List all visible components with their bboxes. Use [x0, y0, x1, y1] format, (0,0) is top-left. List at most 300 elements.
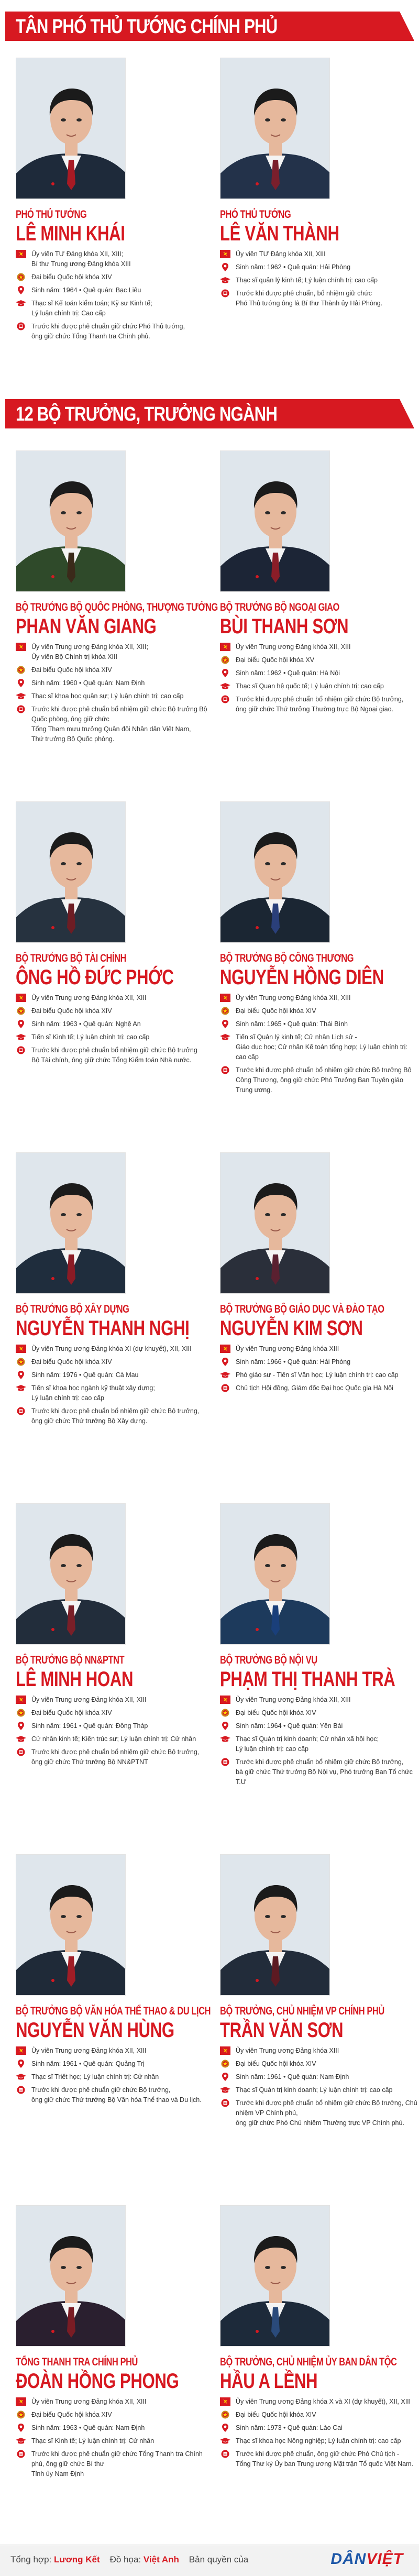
fact-item [16, 1344, 215, 1354]
official-facts [16, 249, 215, 342]
location-pin-icon [16, 2060, 26, 2068]
fact-item [220, 1734, 419, 1754]
official-facts [16, 2397, 215, 2479]
fact-text: Sinh năm: 1961 • Quê quán: Nam Định [236, 2073, 349, 2080]
fact-item [220, 2449, 419, 2469]
fact-item [16, 2059, 215, 2069]
fact-item [220, 1065, 419, 1095]
fact-item [220, 2423, 419, 2433]
fact-text: Đại biểu Quốc hội khóa XIV [31, 666, 112, 674]
fact-text: Thạc sĩ Kế toán kiểm toán; Kỹ sư Kinh tế; [31, 300, 152, 307]
fact-text: Trước khi được phê chuẩn bổ nhiệm giữ chức Bộ trưởng, Chủ nhiệm VP Chính phủ, [236, 2099, 417, 2117]
fact-item [220, 993, 419, 1003]
fact-text: Sinh năm: 1962 • Quê quán: Hải Phòng [236, 263, 351, 271]
fact-item [220, 2085, 419, 2095]
party-flag-icon [220, 2046, 230, 2055]
party-flag-icon [220, 994, 230, 1002]
official-role: PHÓ THỦ TƯỚNG [220, 208, 291, 221]
official-portrait [16, 58, 126, 199]
footer-content-label: Tổng hợp: [10, 2555, 52, 2564]
document-icon [16, 322, 26, 331]
official-facts [220, 249, 419, 309]
official-name: LÊ MINH KHÁI [16, 222, 125, 245]
fact-item [16, 665, 215, 675]
fact-text: Sinh năm: 1964 • Quê quán: Yên Bái [236, 1722, 343, 1730]
fact-item [16, 1357, 215, 1367]
fact-item [16, 249, 215, 269]
section-banner [0, 0, 419, 50]
official-card [220, 1854, 419, 2131]
fact-text: Sinh năm: 1961 • Quê quán: Đồng Tháp [31, 1722, 148, 1730]
fact-text: Cử nhân kinh tế; Kiến trúc sư; Lý luận chính trị: Cử nhân [31, 1735, 196, 1743]
education-cap-icon [220, 682, 230, 690]
location-pin-icon [16, 1371, 26, 1379]
fact-item [220, 1032, 419, 1062]
official-portrait [16, 1152, 126, 1294]
official-role: PHÓ THỦ TƯỚNG [16, 208, 87, 221]
fact-text: Trước khi được phê chuẩn bổ nhiệm giữ chức Bộ trưởng, [31, 1748, 200, 1756]
document-icon [16, 1046, 26, 1054]
fact-text: Thạc sĩ Triết học; Lý luận chính trị: Cử nhân [31, 2073, 159, 2080]
party-flag-icon [16, 1696, 26, 1704]
official-name: NGUYỄN HỒNG DIÊN [220, 966, 384, 989]
fact-text: Ủy viên TƯ Đảng khóa XII, XIII [236, 250, 326, 258]
fact-text: Trước khi được phê chuẩn giữ chức Tổng Thanh tra Chính phủ, ông giữ chức Bí thư [31, 2450, 203, 2468]
party-flag-icon [16, 250, 26, 258]
official-facts [220, 1695, 419, 1787]
fact-item [220, 249, 419, 259]
fact-item [16, 678, 215, 688]
fact-text: Tổng Thư ký Ủy ban Trung ương Mặt trận Tổ quốc Việt Nam. [236, 2460, 413, 2468]
fact-text: Đại biểu Quốc hội khóa XIV [236, 2411, 316, 2418]
official-facts [16, 642, 215, 744]
fact-item [220, 1721, 419, 1731]
document-icon [220, 2099, 230, 2107]
official-role: BỘ TRƯỞNG BỘ XÂY DỰNG [16, 1303, 129, 1315]
official-portrait [220, 450, 330, 592]
fact-text: Trước khi được phê chuẩn giữ chức Phó Thủ tướng, [31, 323, 185, 330]
party-flag-icon [220, 1696, 230, 1704]
fact-text: Thạc sĩ Kinh tế; Lý luận chính trị: Cử nhân [31, 2437, 155, 2445]
national-emblem-icon [16, 1007, 26, 1015]
official-portrait [16, 801, 126, 943]
official-card [16, 801, 215, 1069]
official-card [220, 2205, 419, 2472]
fact-item [16, 2423, 215, 2433]
location-pin-icon [220, 2424, 230, 2432]
party-flag-icon [220, 250, 230, 258]
fact-item [220, 2072, 419, 2082]
fact-text: Sinh năm: 1973 • Quê quán: Lào Cai [236, 2424, 343, 2431]
education-cap-icon [220, 1033, 230, 1041]
fact-item [16, 299, 215, 318]
official-name: PHẠM THỊ THANH TRÀ [220, 1668, 395, 1691]
fact-text: Trước khi được phê chuẩn giữ chức Bộ trưởng, [31, 2086, 171, 2094]
official-role: BỘ TRƯỞNG BỘ NỘI VỤ [220, 1654, 317, 1666]
national-emblem-icon [16, 1709, 26, 1717]
fact-text: Trước khi được phê chuẩn bổ nhiệm giữ chức Bộ trưởng Bộ [236, 1066, 412, 1074]
official-role: BỘ TRƯỞNG BỘ NN&PTNT [16, 1654, 125, 1666]
fact-text: Đại biểu Quốc hội khóa XIV [31, 1358, 112, 1366]
fact-item [16, 285, 215, 295]
fact-item [220, 2046, 419, 2056]
fact-text: Đại biểu Quốc hội khóa XIV [31, 1709, 112, 1716]
official-card [16, 1152, 215, 1429]
fact-item [220, 642, 419, 652]
official-card [16, 1854, 215, 2108]
official-portrait [16, 1503, 126, 1645]
official-role: BỘ TRƯỞNG BỘ GIÁO DỤC VÀ ĐÀO TẠO [220, 1303, 384, 1315]
location-pin-icon [220, 263, 230, 271]
fact-text: Ủy viên Trung ương Đảng khóa XII, XIII [31, 994, 147, 1001]
fact-text: Bí thư Trung ương Đảng khóa XIII [31, 260, 131, 268]
official-facts [16, 1344, 215, 1426]
fact-item [220, 1019, 419, 1029]
official-portrait [220, 1152, 330, 1294]
fact-item [16, 1708, 215, 1718]
fact-item [220, 1370, 419, 1380]
document-icon [16, 1407, 26, 1415]
location-pin-icon [220, 669, 230, 677]
official-portrait [220, 1854, 330, 1996]
official-portrait [220, 58, 330, 199]
official-name: ÔNG HỒ ĐỨC PHỚC [16, 966, 174, 989]
location-pin-icon [16, 286, 26, 294]
location-pin-icon [16, 679, 26, 687]
fact-item [16, 2436, 215, 2446]
official-role: BỘ TRƯỞNG BỘ CÔNG THƯƠNG [220, 952, 354, 964]
official-card [16, 2205, 215, 2482]
fact-item [220, 262, 419, 272]
document-icon [16, 1748, 26, 1756]
fact-text: Thạc sĩ quản lý kinh tế; Lý luận chính trị: cao cấp [236, 277, 378, 284]
fact-item [220, 1383, 419, 1393]
official-portrait [220, 2205, 330, 2347]
fact-item [16, 2397, 215, 2407]
fact-item [220, 2059, 419, 2069]
footer-credits [10, 2555, 248, 2565]
fact-text: Đại biểu Quốc hội khóa XIV [31, 2411, 112, 2418]
footer-design-author: Việt Anh [143, 2555, 179, 2564]
fact-text: Chủ tịch Hội đồng, Giám đốc Đại học Quốc gia Hà Nội [236, 1384, 393, 1392]
fact-item [16, 691, 215, 701]
official-name: ĐOÀN HỒNG PHONG [16, 2370, 179, 2393]
fact-text: Trước khi được phê chuẩn bổ nhiệm giữ chức Bộ trưởng, [236, 1758, 404, 1766]
fact-item [16, 993, 215, 1003]
official-facts [220, 1344, 419, 1393]
fact-text: Đại biểu Quốc hội khóa XIV [236, 1709, 316, 1716]
logo-dan: DÂN [330, 2550, 367, 2568]
fact-item [220, 2397, 419, 2407]
official-facts [220, 2046, 419, 2128]
education-cap-icon [220, 276, 230, 284]
location-pin-icon [16, 1722, 26, 1730]
fact-text: ông giữ chức Phó Chủ nhiệm Thường trực VP Chính phủ. [236, 2119, 404, 2127]
fact-text: Ủy viên Trung ương Đảng khóa XIII [236, 1345, 339, 1352]
fact-text: Đại biểu Quốc hội khóa XIV [31, 273, 112, 281]
document-icon [220, 695, 230, 703]
footer-content-author: Lương Kết [54, 2555, 100, 2564]
national-emblem-icon [220, 656, 230, 664]
document-icon [220, 1384, 230, 1392]
location-pin-icon [16, 1020, 26, 1028]
fact-item [220, 681, 419, 691]
fact-text: Sinh năm: 1963 • Quê quán: Nam Định [31, 2424, 145, 2431]
fact-item [16, 322, 215, 342]
logo-viet: VIỆT [366, 2550, 403, 2568]
footer [0, 2545, 419, 2576]
official-card [220, 450, 419, 718]
education-cap-icon [220, 1735, 230, 1743]
party-flag-icon [16, 2397, 26, 2406]
fact-text: Ủy viên Bộ Chính trị khóa XIII [31, 653, 117, 660]
official-portrait [16, 1854, 126, 1996]
party-flag-icon [220, 1345, 230, 1353]
fact-text: ông giữ chức Tổng Thanh tra Chính phủ. [31, 333, 150, 340]
section-banner [0, 388, 419, 438]
document-icon [220, 1066, 230, 1074]
official-name: LÊ MINH HOAN [16, 1668, 134, 1691]
fact-text: Thứ trưởng Bộ Quốc phòng. [31, 735, 115, 743]
fact-item [220, 1006, 419, 1016]
official-name: PHAN VĂN GIANG [16, 615, 157, 638]
fact-text: Ủy viên Trung ương Đảng khóa XII, XIII; [31, 643, 148, 651]
fact-item [220, 289, 419, 309]
fact-text: Ủy viên Trung ương Đảng khóa XI (dự khuyết), XII, XIII [31, 1345, 192, 1352]
document-icon [220, 2450, 230, 2458]
education-cap-icon [220, 1371, 230, 1379]
official-role: BỘ TRƯỞNG BỘ VĂN HÓA THỂ THAO & DU LỊCH [16, 2005, 211, 2017]
official-card [16, 1503, 215, 1770]
fact-item [16, 1032, 215, 1042]
fact-item [220, 1757, 419, 1787]
fact-item [16, 1370, 215, 1380]
fact-item [16, 1721, 215, 1731]
official-card [16, 58, 215, 345]
fact-text: Giáo dục học; Cử nhân Kế toán tổng hợp; Lý luận chính trị: cao cấp [236, 1043, 407, 1061]
fact-text: Sinh năm: 1962 • Quê quán: Hà Nội [236, 669, 340, 677]
official-portrait [16, 450, 126, 592]
fact-text: Tổng Tham mưu trưởng Quân đội Nhân dân Việt Nam, [31, 725, 191, 733]
education-cap-icon [16, 2437, 26, 2445]
section-title: 12 BỘ TRƯỞNG, TRƯỞNG NGÀNH [16, 403, 278, 425]
party-flag-icon [16, 2046, 26, 2055]
fact-text: ông giữ chức Thứ trưởng Thường trực Bộ Ngoại giao. [236, 706, 394, 713]
official-name: HẦU A LỀNH [220, 2370, 318, 2393]
fact-text: Sinh năm: 1960 • Quê quán: Nam Định [31, 679, 145, 687]
official-facts [220, 642, 419, 714]
fact-text: Thạc sĩ khoa học Nông nghiệp; Lý luận chính trị: cao cấp [236, 2437, 401, 2445]
fact-text: Thạc sĩ Quản trị kinh doanh; Lý luận chính trị: cao cấp [236, 2086, 393, 2094]
fact-text: Trước khi được phê chuẩn bổ nhiệm giữ chức Bộ trưởng, [236, 696, 404, 703]
fact-text: Trước khi được phê chuẩn bổ nhiệm giữ chức Bộ trưởng, [31, 1407, 200, 1415]
fact-item [220, 2410, 419, 2420]
fact-item [220, 1708, 419, 1718]
fact-item [16, 1747, 215, 1767]
fact-text: Phó giáo sư - Tiến sĩ Văn học; Lý luận chính trị: cao cấp [236, 1371, 399, 1379]
party-flag-icon [16, 1345, 26, 1353]
fact-text: Ủy viên Trung ương Đảng khóa XII, XIII [236, 994, 351, 1001]
national-emblem-icon [220, 2410, 230, 2419]
fact-item [220, 1357, 419, 1367]
fact-item [220, 668, 419, 678]
official-role: BỘ TRƯỞNG BỘ QUỐC PHÒNG, THƯỢNG TƯỚNG [16, 601, 218, 613]
fact-text: Sinh năm: 1964 • Quê quán: Bạc Liêu [31, 287, 141, 294]
document-icon [220, 1758, 230, 1766]
official-facts [16, 1695, 215, 1767]
fact-item [16, 2410, 215, 2420]
official-name: LÊ VĂN THÀNH [220, 222, 339, 245]
fact-text: Sinh năm: 1963 • Quê quán: Nghệ An [31, 1020, 141, 1028]
national-emblem-icon [16, 666, 26, 674]
fact-item [220, 655, 419, 665]
fact-item [220, 1344, 419, 1354]
fact-text: Ủy viên Trung ương Đảng khóa X và XI (dự khuyết), XII, XIII [236, 2398, 411, 2405]
fact-text: Ủy viên Trung ương Đảng khóa XII, XIII [31, 1696, 147, 1703]
fact-item [16, 704, 215, 744]
fact-text: Thạc sĩ Quan hệ quốc tế; Lý luận chính trị: cao cấp [236, 682, 384, 690]
national-emblem-icon [16, 1358, 26, 1366]
fact-item [220, 276, 419, 285]
document-icon [220, 289, 230, 298]
party-flag-icon [220, 2397, 230, 2406]
fact-item [16, 1045, 215, 1065]
fact-text: Ủy viên Trung ương Đảng khóa XII, XIII [236, 1696, 351, 1703]
official-role: BỘ TRƯỞNG, CHỦ NHIỆM ỦY BAN DÂN TỘC [220, 2356, 397, 2368]
fact-item [16, 272, 215, 282]
dan-viet-logo [330, 2550, 403, 2568]
fact-item [16, 1383, 215, 1403]
national-emblem-icon [16, 2410, 26, 2419]
section-title: TÂN PHÓ THỦ TƯỚNG CHÍNH PHỦ [16, 16, 278, 38]
fact-text: Tỉnh ủy Nam Định [31, 2470, 84, 2478]
fact-text: Sinh năm: 1966 • Quê quán: Hải Phòng [236, 1358, 351, 1366]
fact-item [16, 642, 215, 662]
fact-item [220, 2436, 419, 2446]
fact-item [16, 1006, 215, 1016]
education-cap-icon [16, 1735, 26, 1743]
fact-item [220, 1695, 419, 1705]
national-emblem-icon [220, 1007, 230, 1015]
fact-text: Sinh năm: 1961 • Quê quán: Quảng Trị [31, 2060, 145, 2067]
fact-text: Đại biểu Quốc hội khóa XV [236, 656, 315, 664]
fact-text: Trước khi được phê chuẩn bổ nhiệm giữ chức Bộ trưởng [31, 1047, 197, 1054]
fact-text: Ủy viên TƯ Đảng khóa XII, XIII; [31, 250, 124, 258]
official-facts [16, 2046, 215, 2105]
fact-text: Tiến sĩ Quản lý kinh tế; Cử nhân Lịch sử - [236, 1033, 357, 1041]
official-name: NGUYỄN THANH NGHỊ [16, 1317, 190, 1340]
official-name: BÙI THANH SƠN [220, 615, 349, 638]
education-cap-icon [16, 299, 26, 307]
education-cap-icon [16, 2073, 26, 2081]
fact-item [220, 2098, 419, 2128]
official-portrait [16, 2205, 126, 2347]
document-icon [16, 2450, 26, 2458]
official-facts [220, 993, 419, 1095]
official-name: TRẦN VĂN SƠN [220, 2019, 344, 2042]
location-pin-icon [220, 1722, 230, 1730]
fact-item [16, 2072, 215, 2082]
fact-text: Sinh năm: 1965 • Quê quán: Thái Bình [236, 1020, 348, 1028]
fact-text: Ủy viên Trung ương Đảng khóa XII, XIII [236, 643, 351, 651]
fact-item [220, 695, 419, 714]
official-card [220, 1152, 419, 1396]
official-facts [220, 2397, 419, 2469]
footer-copyright: Bản quyền của [189, 2555, 249, 2564]
fact-text: Trước khi được phê chuẩn bổ nhiệm giữ chức Bộ trưởng Bộ Quốc phòng, ông giữ chức [31, 706, 207, 723]
fact-text: Thạc sĩ khoa học quân sự; Lý luận chính trị: cao cấp [31, 692, 184, 700]
document-icon [16, 705, 26, 713]
fact-text: Lý luận chính trị: cao cấp [31, 1394, 104, 1402]
education-cap-icon [220, 2086, 230, 2094]
official-role: BỘ TRƯỞNG, CHỦ NHIỆM VP CHÍNH PHỦ [220, 2005, 384, 2017]
fact-item [16, 1734, 215, 1744]
location-pin-icon [220, 2073, 230, 2081]
fact-text: ông giữ chức Thứ trưởng Bộ Xây dựng. [31, 1417, 148, 1425]
footer-design-label: Đồ họa: [109, 2555, 141, 2564]
fact-item [16, 2449, 215, 2479]
fact-text: Tiến sĩ khoa học ngành kỹ thuật xây dựng; [31, 1384, 155, 1392]
fact-text: Trước khi được phê chuẩn, ông giữ chức Phó Chủ tịch - [236, 2450, 400, 2458]
official-card [220, 1503, 419, 1790]
fact-text: Ủy viên Trung ương Đảng khóa XIII [236, 2047, 339, 2054]
fact-item [16, 2085, 215, 2105]
fact-text: Lý luận chính trị: Cao cấp [31, 310, 106, 317]
national-emblem-icon [16, 273, 26, 281]
national-emblem-icon [220, 1709, 230, 1717]
location-pin-icon [16, 2424, 26, 2432]
fact-text: ông giữ chức Thứ trưởng Bộ NN&PTNT [31, 1758, 148, 1766]
fact-text: Phó Thủ tướng ông là Bí thư Thành ủy Hải Phòng. [236, 300, 383, 307]
fact-item [16, 1019, 215, 1029]
fact-item [16, 1695, 215, 1705]
education-cap-icon [220, 2437, 230, 2445]
official-role: BỘ TRƯỞNG BỘ TÀI CHÍNH [16, 952, 126, 964]
fact-text: Ủy viên Trung ương Đảng khóa XII, XIII [31, 2047, 147, 2054]
fact-text: Tiến sĩ Kinh tế; Lý luận chính trị: cao cấp [31, 1033, 150, 1041]
fact-text: Ủy viên Trung ương Đảng khóa XII, XIII [31, 2398, 147, 2405]
fact-text: Sinh năm: 1976 • Quê quán: Cà Mau [31, 1371, 139, 1379]
national-emblem-icon [220, 2060, 230, 2068]
official-role: BỘ TRƯỞNG BỘ NGOẠI GIAO [220, 601, 339, 613]
fact-text: Đại biểu Quốc hội khóa XIV [236, 2060, 316, 2067]
official-role: TỔNG THANH TRA CHÍNH PHỦ [16, 2356, 138, 2368]
official-portrait [220, 801, 330, 943]
fact-text: Trước khi được phê chuẩn, bổ nhiệm giữ chức [236, 290, 372, 297]
fact-text: Lý luận chính trị: cao cấp [236, 1745, 308, 1753]
document-icon [16, 2086, 26, 2094]
official-card [220, 58, 419, 312]
official-name: NGUYỄN VĂN HÙNG [16, 2019, 174, 2042]
party-flag-icon [16, 643, 26, 651]
official-card [220, 801, 419, 1098]
party-flag-icon [16, 994, 26, 1002]
fact-text: Đại biểu Quốc hội khóa XIV [31, 1007, 112, 1015]
fact-item [16, 1406, 215, 1426]
official-card [16, 450, 218, 747]
fact-text: bà giữ chức Thứ trưởng Bộ Nội vụ, Phó trưởng Ban Tổ chức T.Ư [236, 1768, 413, 1786]
party-flag-icon [220, 643, 230, 651]
education-cap-icon [16, 1384, 26, 1392]
fact-text: Công Thương, ông giữ chức Phó Trưởng Ban Tuyên giáo Trung ương. [236, 1076, 403, 1094]
fact-text: Thạc sĩ Quản trị kinh doanh; Cử nhân xã hội học; [236, 1735, 379, 1743]
location-pin-icon [220, 1020, 230, 1028]
fact-text: Đại biểu Quốc hội khóa XIV [236, 1007, 316, 1015]
fact-text: ông giữ chức Thứ trưởng Bộ Văn hóa Thể thao và Du lịch. [31, 2096, 202, 2104]
official-portrait [220, 1503, 330, 1645]
official-facts [16, 993, 215, 1065]
education-cap-icon [16, 1033, 26, 1041]
